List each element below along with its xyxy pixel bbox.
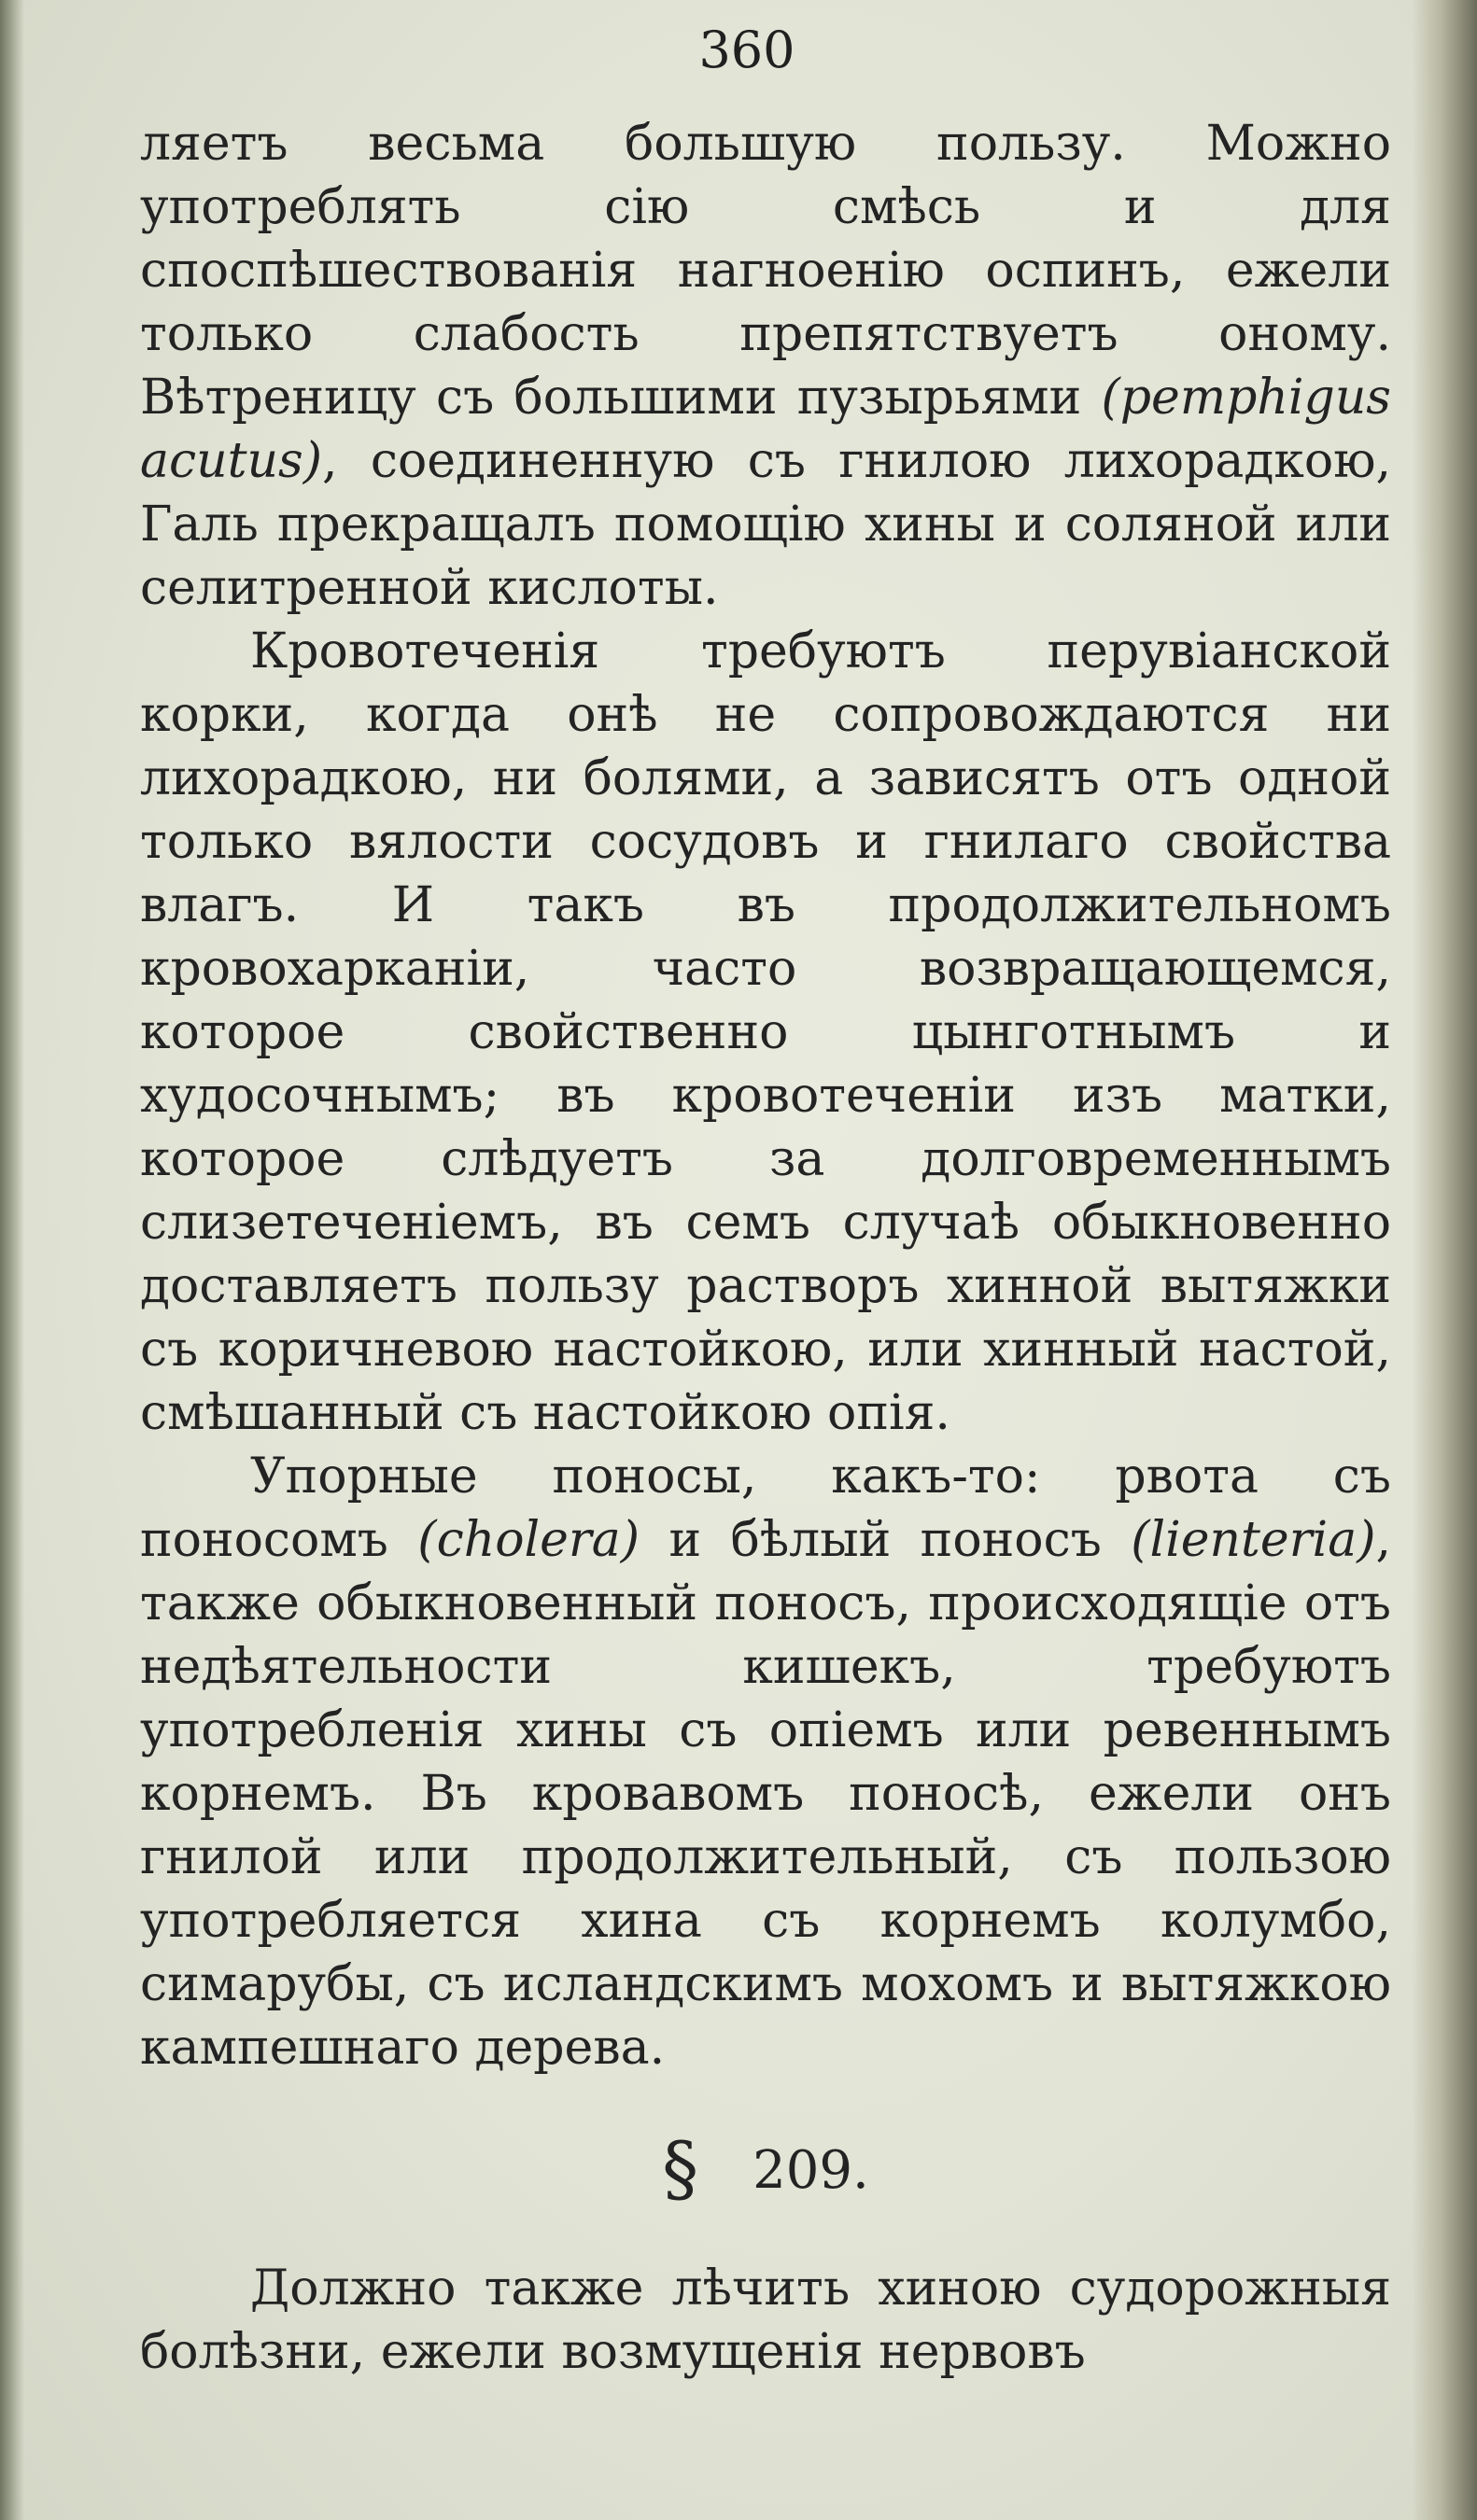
paragraph-3 [140, 1445, 1391, 2079]
section-number: 209. [753, 2140, 869, 2201]
latin-term: (pemphigus acutus) [140, 370, 1391, 489]
paragraph-2: Кровотеченія требуютъ перувіанской корки, когда онѣ не сопровождаются ни лихорадкою, ни болями, а зависятъ отъ одной только вялости сосудовъ и гнилаго свойства влагъ. И такъ въ продолжительномъ кровохарканіи, часто возвращающемся, которое свойственно цынготнымъ и худосочнымъ; въ кровотеченіи изъ матки, которое слѣдуетъ за долговременнымъ слизетеченіемъ, въ семъ случаѣ обыкновенно доставляетъ пользу растворъ хинной вытяжки съ коричневою настойкою, или хинный настой, смѣшанный съ настойкою опія. [140, 623, 1391, 1441]
section-symbol: § [662, 2127, 699, 2211]
paragraph-3-text-b: и бѣлый поносъ [640, 1512, 1132, 1568]
latin-term: (cholera) [417, 1512, 640, 1568]
paragraph-1 [140, 112, 1391, 620]
paragraph-1-text-a: ляетъ весьма большую пользу. Можно употреблять сію смѣсь и для споспѣшествованія нагноенію оспинъ, ежели только слабость препятствуетъ оному. Вѣтреницу съ большими пузырьями [140, 116, 1391, 426]
paragraph-1-text-b: , соединенную съ гнилою лихорадкою, Галь прекращалъ помощію хины и соляной или селитренной кислоты. [140, 433, 1391, 616]
page-edge [1412, 0, 1477, 2520]
page-gutter [0, 0, 24, 2520]
paragraph-3-text-a: Упорные поносы, какъ-то: рвота съ поносомъ [140, 1449, 1391, 1568]
page-number: 360 [698, 21, 795, 79]
page-text [140, 112, 1391, 2384]
paragraph-4: Должно также лѣчить хиною судорожныя болѣзни, ежели возмущенія нервовъ [140, 2261, 1391, 2380]
section-heading [140, 2127, 1391, 2211]
latin-term: (lienteria) [1131, 1512, 1376, 1568]
paragraph-3-text-c: , также обыкновенный поносъ, происходящіе отъ недѣятельности кишекъ, требуютъ употребленія хины съ опіемъ или ревеннымъ корнемъ. Въ кровавомъ поносѣ, ежели онъ гнилой или продолжительный, съ пользою употребляется хина съ корнемъ колумбо, симарубы, съ исландскимъ мохомъ и вытяжкою кампешнаго дерева. [140, 1512, 1392, 2076]
